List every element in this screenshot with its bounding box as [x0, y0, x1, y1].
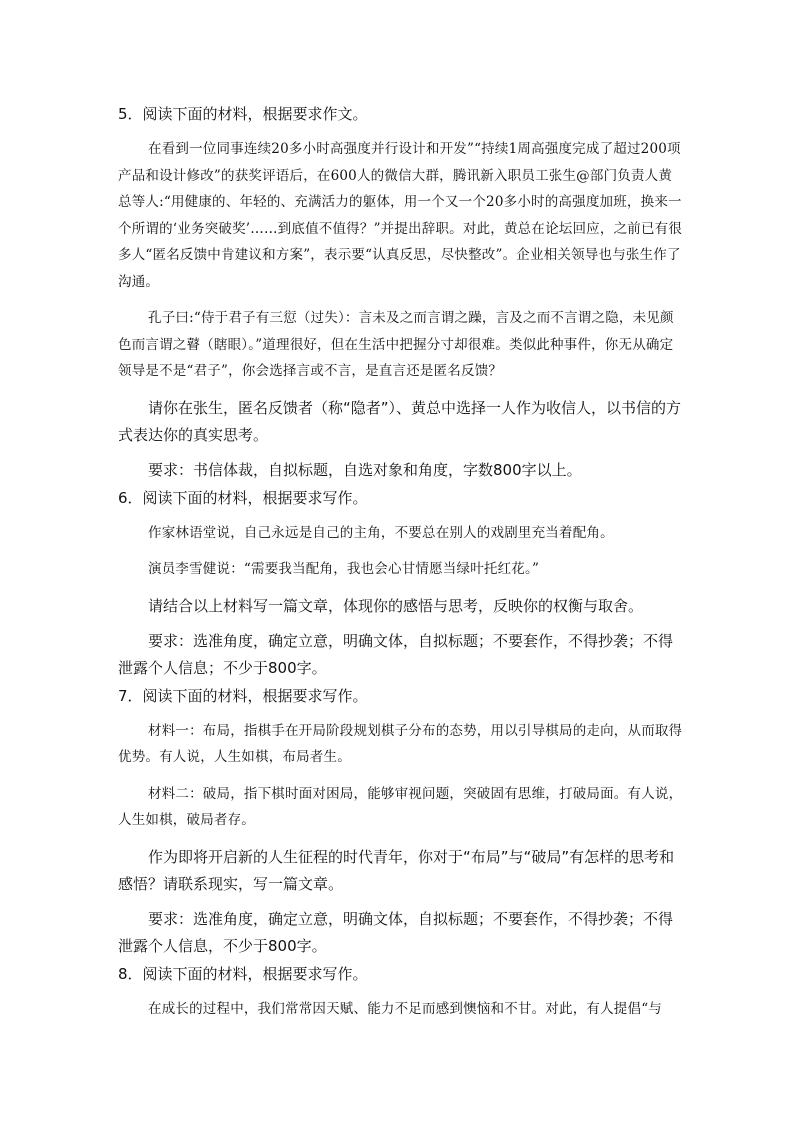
question-6: [118, 488, 684, 682]
question-6-material-1: 作家林语堂说，自己永远是自己的主角，不要总在别人的戏剧里充当着配角。: [148, 524, 614, 541]
question-6-material-2: 演员李雪健说：“需要我当配角，我也会心甘情愿当绿叶托红花。”: [148, 561, 540, 577]
question-6-requirement: 要求：选准角度，确定立意，明确文体，自拟标题；不要套作，不得抄袭；不得泄露个人信息；不少于800字。: [118, 631, 674, 677]
question-8-material-1: 在成长的过程中，我们常常因天赋、能力不足而感到懊恼和不甘。对此，有人提倡“与: [148, 1000, 663, 1017]
question-7-requirement: 要求：选准角度，确定立意，明确文体，自拟标题；不要套作，不得抄袭；不得泄露个人信息，不少于800字。: [118, 909, 674, 955]
question-7-title: 7．阅读下面的材料，根据要求写作。: [118, 686, 368, 705]
question-6-title: 6．阅读下面的材料，根据要求写作。: [118, 488, 368, 507]
question-5-requirement: 要求：书信体裁，自拟标题，自选对象和角度，字数800字以上。: [148, 460, 582, 479]
question-8: [118, 964, 684, 1023]
question-6-task: 请结合以上材料写一篇文章，体现你的感悟与思考，反映你的权衡与取舍。: [148, 596, 644, 615]
question-5-material-2: 孔子曰:“侍于君子有三愆（过失）：言未及之而言谓之躁，言及之而不言谓之隐，未见颜色而言谓之瞽（瞎眼）。”道理很好，但在生活中把握分寸却很难。类似此种事件，你无从确定领导是不是“君子”，你会选择言或不言，是直言还是匿名反馈？: [118, 310, 674, 379]
question-5-title: 5．阅读下面的材料，根据要求作文。: [118, 105, 368, 123]
question-7-material-2: 材料二：破局，指下棋时面对困局，能够审视问题，突破固有思维，打破局面。有人说，人生如棋，破局者存。: [118, 785, 683, 828]
question-8-title: 8．阅读下面的材料，根据要求写作。: [118, 964, 368, 983]
question-7: [118, 686, 684, 960]
question-5-task: 请你在张生，匿名反馈者（称“隐者”）、黄总中选择一人作为收信人，以书信的方式表达你的真实思考。: [118, 398, 682, 444]
question-7-task: 作为即将开启新的人生征程的时代青年，你对于“布局”与“破局”有怎样的思考和感悟？请联系现实，写一篇文章。: [118, 847, 675, 893]
question-7-material-1: 材料一：布局，指棋手在开局阶段规划棋子分布的态势，用以引导棋局的走向，从而取得优势。有人说，人生如棋，布局者生。: [118, 722, 683, 765]
question-5-material-1: 在看到一位同事连续20多小时高强度并行设计和开发”“持续1周高强度完成了超过200项产品和设计修改”的获奖评语后，在600人的微信大群，腾讯新入职员工张生@部门负责人黄总等人:“用健康的、年轻的、充满活力的躯体，用一个又一个20多小时的高强度加班，换来一个所谓的‘业务突破奖’……到底值不值得？”并提出辞职。对此，黄总在论坛回应，之前已有很多人“匿名反馈中肯建议和方案”，表示要“认真反思，尽快整改”。企业相关领导也与张生作了沟通。: [118, 141, 683, 290]
document-content: [118, 104, 684, 1032]
question-5: [118, 104, 684, 484]
